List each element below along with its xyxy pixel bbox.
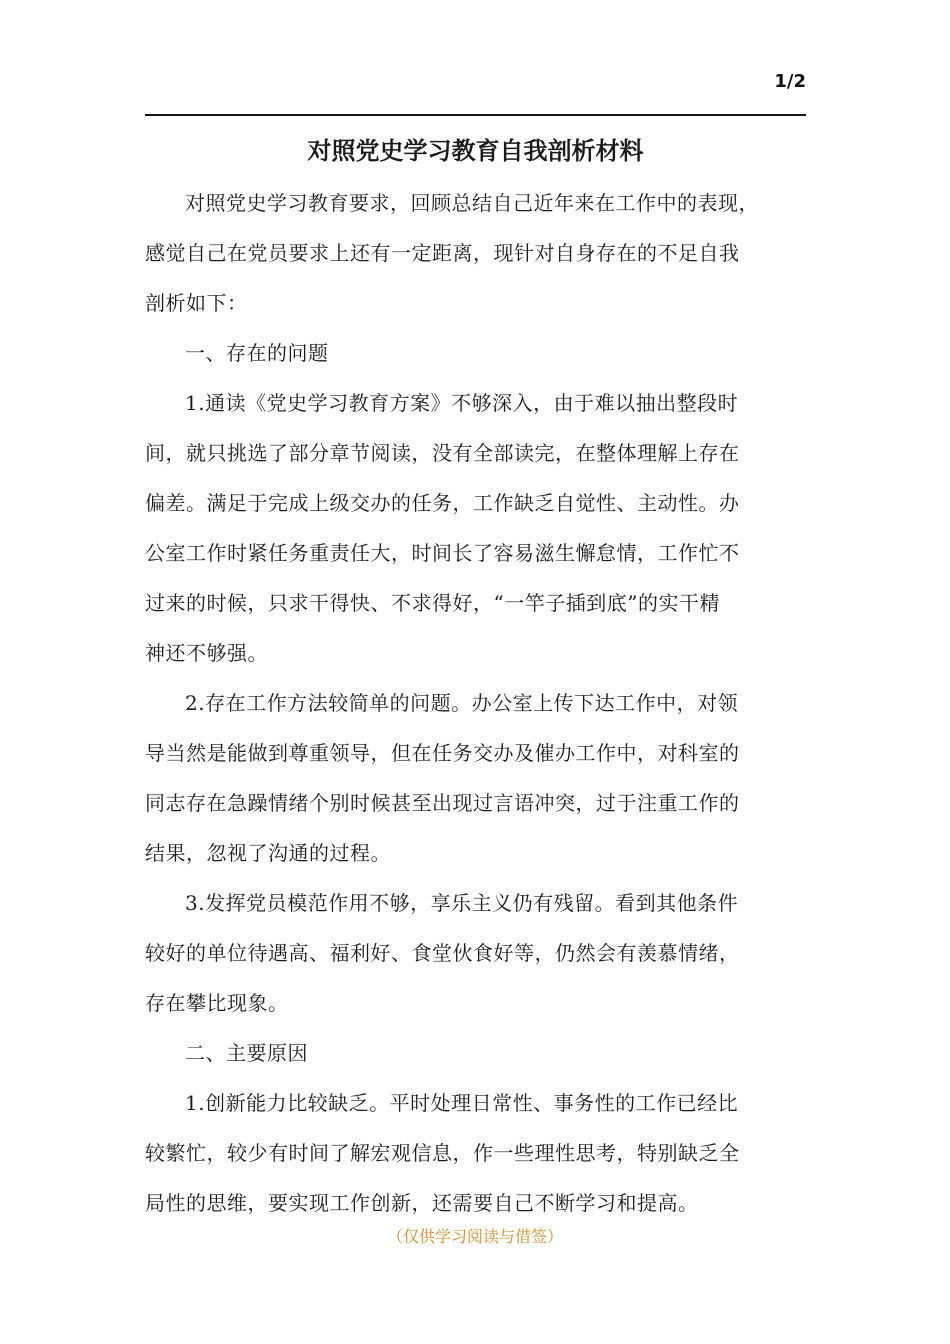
text-line: 过来的时候，只求干得快、不求得好，“一竿子插到底”的实干精 [145, 591, 720, 615]
text-line: 间，就只挑选了部分章节阅读，没有全部读完，在整体理解上存在 [145, 441, 740, 465]
text-line: 神还不够强。 [145, 641, 268, 665]
body-paragraph [145, 878, 806, 1028]
page-number: 1/2 [774, 71, 806, 92]
body-paragraph [145, 378, 806, 678]
text-line: 偏差。满足于完成上级交办的任务，工作缺乏自觉性、主动性。办 [145, 491, 740, 515]
text-line: 感觉自己在党员要求上还有一定距离，现针对自身存在的不足自我 [145, 241, 740, 265]
text-line: 2.存在工作方法较简单的问题。办公室上传下达工作中，对领 [185, 691, 739, 715]
section-heading [145, 328, 806, 378]
body-paragraph [145, 1078, 806, 1228]
text-line: 1.创新能力比较缺乏。平时处理日常性、事务性的工作已经比 [185, 1091, 739, 1115]
section-heading [145, 1028, 806, 1078]
text-line: 较繁忙，较少有时间了解宏观信息，作一些理性思考，特别缺乏全 [145, 1141, 740, 1165]
text-line: 公室工作时紧任务重责任大，时间长了容易滋生懈怠情，工作忙不 [145, 541, 740, 565]
text-line: 对照党史学习教育要求，回顾总结自己近年来在工作中的表现， [185, 191, 759, 215]
footer-note: （仅供学习阅读与借签） [386, 1227, 563, 1246]
body-paragraph [145, 178, 806, 328]
text-line: 结果，忽视了沟通的过程。 [145, 841, 391, 865]
document-body [145, 178, 806, 1228]
text-line: 3.发挥党员模范作用不够，享乐主义仍有残留。看到其他条件 [185, 891, 739, 915]
text-line: 同志存在急躁情绪个别时候甚至出现过言语冲突，过于注重工作的 [145, 791, 740, 815]
text-line: 导当然是能做到尊重领导，但在任务交办及催办工作中，对科室的 [145, 741, 740, 765]
body-paragraph [145, 678, 806, 878]
header-divider [145, 114, 806, 116]
text-line: 存在攀比现象。 [145, 991, 289, 1015]
text-line: 剖析如下： [145, 291, 248, 315]
text-line: 1.通读《党史学习教育方案》不够深入，由于难以抽出整段时 [185, 391, 739, 415]
text-line: 二、主要原因 [185, 1041, 308, 1065]
text-line: 较好的单位待遇高、福利好、食堂伙食好等，仍然会有羡慕情绪， [145, 941, 740, 965]
document-title: 对照党史学习教育自我剖析材料 [307, 136, 644, 165]
text-line: 一、存在的问题 [185, 341, 329, 365]
text-line: 局性的思维，要实现工作创新，还需要自己不断学习和提高。 [145, 1191, 699, 1215]
